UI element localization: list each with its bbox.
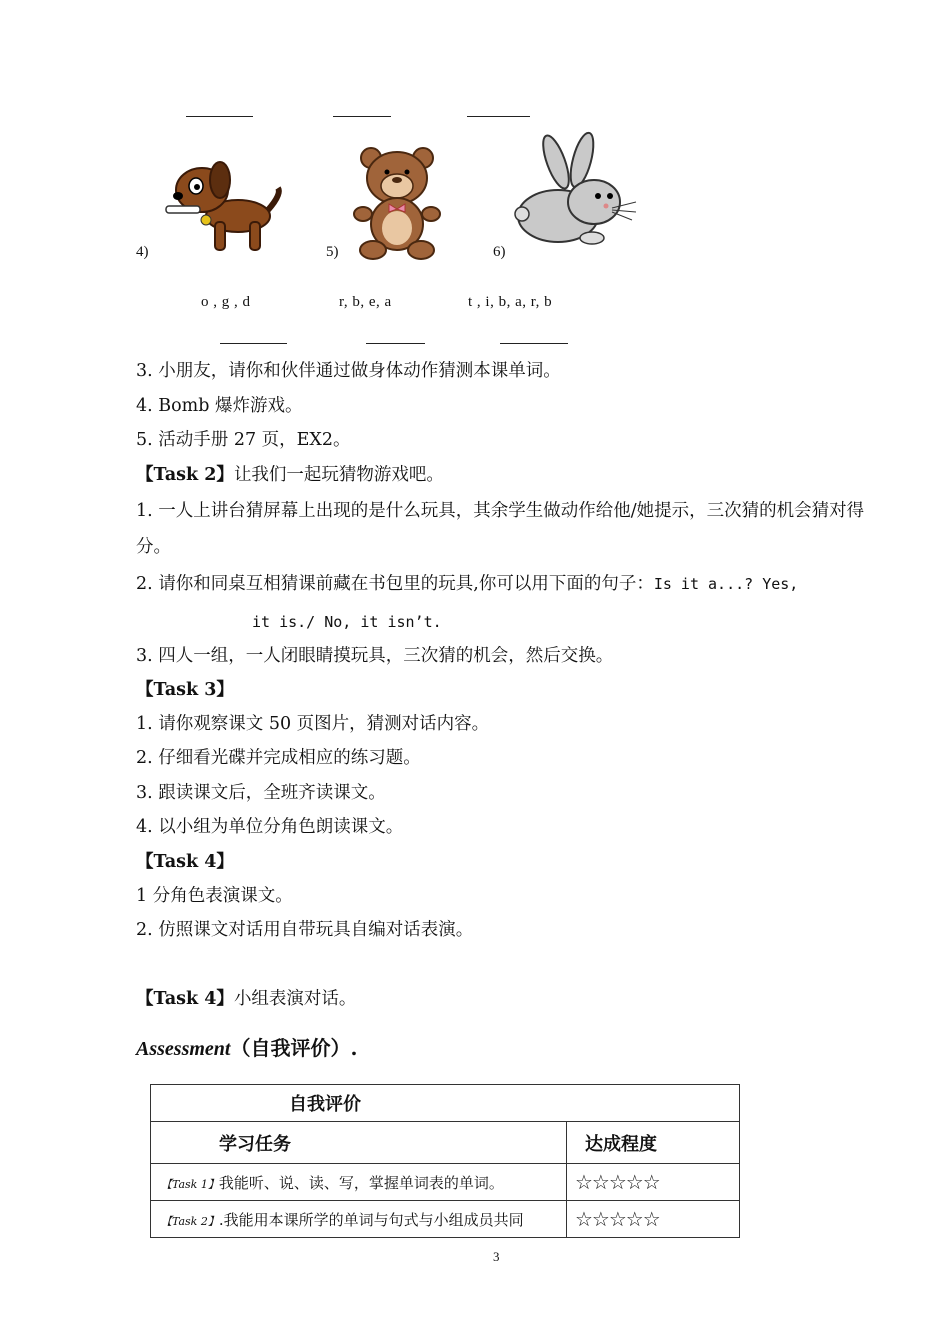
- instruction-text: 2. 请你和同桌互相猜课前藏在书包里的玩具,你可以用下面的句子：: [136, 574, 654, 594]
- task-heading: [136, 463, 444, 487]
- example-sentence: it is./ No, it isn’t.: [252, 613, 442, 631]
- answer-blank: [220, 343, 287, 344]
- answer-blank: [500, 343, 568, 344]
- instruction-line: 4. Bomb 爆炸游戏。: [136, 396, 303, 416]
- instruction-line: 1. 请你观察课文 50 页图片，猜测对话内容。: [136, 714, 490, 734]
- star-rating[interactable]: ☆☆☆☆☆: [567, 1164, 740, 1201]
- instruction-line: 1. 一人上讲台猜屏幕上出现的是什么玩具，其余学生做动作给他/她提示，三次猜的机会猜对得分。: [136, 501, 865, 557]
- page-number: 3: [493, 1249, 500, 1264]
- instruction-line: 2. 仿照课文对话用自带玩具自编对话表演。: [136, 920, 474, 940]
- task-label: 【Task 4】: [136, 989, 234, 1009]
- assessment-label: Assessment: [136, 1038, 231, 1060]
- instruction-line: 2. 仔细看光碟并完成相应的练习题。: [136, 748, 421, 768]
- item-number: 4): [136, 244, 149, 260]
- header-cell: 达成程度: [567, 1122, 740, 1164]
- task-heading: [136, 987, 356, 1011]
- dog-picture: [160, 158, 288, 258]
- star-rating[interactable]: ☆☆☆☆☆: [567, 1201, 740, 1238]
- header-cell: 学习任务: [151, 1122, 567, 1164]
- instruction-line: 4. 以小组为单位分角色朗读课文。: [136, 817, 404, 837]
- item-number: 6): [493, 244, 506, 260]
- bear-picture: [355, 146, 439, 260]
- instruction-line: 1 分角色表演课文。: [136, 886, 293, 906]
- task-cell: 【Task 2】.我能用本课所学的单词与句式与小组成员共同: [151, 1201, 567, 1238]
- answer-blank: [186, 116, 253, 117]
- example-sentence: Is it a...? Yes,: [653, 575, 799, 593]
- scrambled-letters: t , i, b, a, r, b: [468, 294, 553, 310]
- task-label: 【Task 3】: [136, 680, 234, 700]
- table-row: [151, 1164, 740, 1201]
- answer-blank: [467, 116, 530, 117]
- rabbit-picture: [512, 130, 640, 258]
- answer-blank: [333, 116, 391, 117]
- task-title: 让我们一起玩猜物游戏吧。: [233, 465, 444, 485]
- instruction-line: 5. 活动手册 27 页，EX2。: [136, 430, 351, 450]
- self-evaluation-table: [150, 1084, 740, 1238]
- task-label: 【Task 2】: [136, 465, 234, 485]
- scrambled-letters: r, b, e, a: [339, 294, 392, 310]
- task-cell: 【Task 1】我能听、说、读、写，掌握单词表的单词。: [151, 1164, 567, 1201]
- item-number: 5): [326, 244, 339, 260]
- answer-blank: [366, 343, 425, 344]
- table-caption: 自我评价: [151, 1085, 740, 1122]
- task-label: 【Task 4】: [136, 852, 234, 872]
- instruction-line: [136, 572, 798, 596]
- instruction-line: 3. 小朋友，请你和伙伴通过做身体动作猜测本课单词。: [136, 361, 561, 381]
- scrambled-letters: o , g , d: [201, 294, 251, 310]
- instruction-line: 3. 跟读课文后，全班齐读课文。: [136, 783, 386, 803]
- table-row: [151, 1201, 740, 1238]
- assessment-heading: [136, 1032, 357, 1061]
- instruction-line: 3. 四人一组，一人闭眼睛摸玩具，三次猜的机会，然后交换。: [136, 646, 614, 666]
- task-title: 小组表演对话。: [233, 989, 357, 1009]
- assessment-title: （自我评价）.: [230, 1036, 358, 1060]
